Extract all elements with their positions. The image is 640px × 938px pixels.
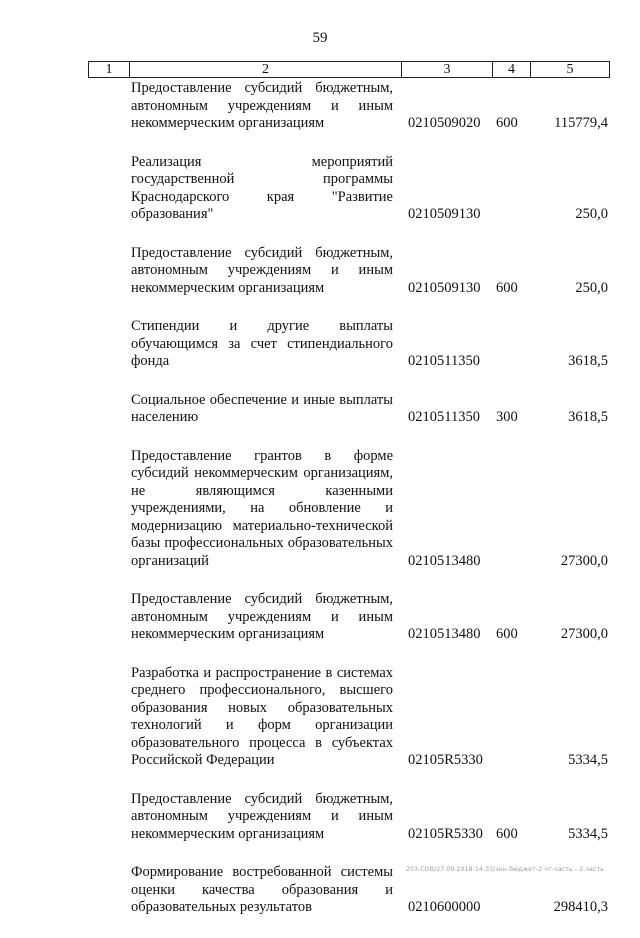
row-amount: 250,0 xyxy=(575,206,608,222)
row-amount: 27300,0 xyxy=(560,552,608,569)
row-expense-type: 600 xyxy=(496,279,518,296)
row-description: Разработка и распространение в системах среднего профессионального, высшего образования новых образовательных технологий и форм организации образовательного процесса в субъектах Российской Федерации xyxy=(131,664,393,768)
row-target-code: 0210509020 xyxy=(408,115,481,131)
row-target-code: 0210511350 xyxy=(408,353,480,369)
row-description: Предоставление субсидий бюджетным, автономным учреждениям и иным некоммерческим организациям xyxy=(131,244,393,296)
row-expense-type: 600 xyxy=(496,825,518,842)
table-row xyxy=(0,392,640,427)
row-amount: 27300,0 xyxy=(560,626,608,642)
budget-table-body xyxy=(0,80,640,938)
column-header-5: 5 xyxy=(566,62,574,77)
row-target-code: 02105R5330 xyxy=(408,825,483,842)
row-expense-type: 300 xyxy=(496,409,518,425)
row-amount: 5334,5 xyxy=(568,752,608,768)
row-description: Предоставление субсидий бюджетным, автономным учреждениям и иным некоммерческим организациям xyxy=(131,790,393,842)
row-target-code: 0210511350 xyxy=(408,409,480,425)
row-description: Реализация мероприятий государственной программы Краснодарского края "Развитие образования" xyxy=(131,153,393,222)
column-header-row xyxy=(88,61,610,78)
row-amount: 298410,3 xyxy=(553,899,608,915)
row-target-code: 0210509130 xyxy=(408,206,481,222)
column-header-3: 3 xyxy=(402,62,493,77)
table-row xyxy=(0,80,640,133)
row-target-code: 0210509130 xyxy=(408,279,481,296)
column-header-2: 2 xyxy=(130,62,402,77)
row-amount: 115779,4 xyxy=(554,115,608,131)
row-target-code: 0210513480 xyxy=(408,552,481,569)
table-row xyxy=(0,245,640,298)
column-header-1: 1 xyxy=(89,62,130,77)
table-row xyxy=(0,154,640,224)
row-amount: 3618,5 xyxy=(568,409,608,425)
row-description: Предоставление субсидий бюджетным, автономным учреждениям и иным некоммерческим организациям xyxy=(131,80,393,131)
column-header-4: 4 xyxy=(493,62,531,77)
row-amount: 5334,5 xyxy=(568,825,608,842)
row-description: Предоставление грантов в форме субсидий некоммерческим организациям, не являющимся казенными учреждениями, на обновление и модернизацию материально-технической базы профессиональных образовательных организаций xyxy=(131,447,393,569)
row-target-code: 0210600000 xyxy=(408,899,481,915)
page-number: 59 xyxy=(312,30,328,46)
row-target-code: 0210513480 xyxy=(408,626,481,642)
row-description: Социальное обеспечение и иные выплаты населению xyxy=(131,391,393,425)
table-row xyxy=(0,448,640,571)
table-row xyxy=(0,591,640,644)
document-footer-stamp: 203-СОВ/27.09.2018-14:33/зкн-бюджет-2 чт-часть - 2.часть xyxy=(406,866,604,873)
row-amount: 250,0 xyxy=(575,279,608,296)
row-expense-type: 600 xyxy=(496,115,518,131)
row-target-code: 02105R5330 xyxy=(408,752,483,768)
row-description: Формирование востребованной системы оценки качества образования и образовательных результатов xyxy=(131,864,393,915)
row-amount: 3618,5 xyxy=(568,353,608,369)
table-row xyxy=(0,318,640,371)
table-row xyxy=(0,791,640,844)
row-expense-type: 600 xyxy=(496,626,518,642)
table-row xyxy=(0,665,640,770)
row-description: Предоставление субсидий бюджетным, автономным учреждениям и иным некоммерческим организациям xyxy=(131,591,393,642)
row-description: Стипендии и другие выплаты обучающимся за счет стипендиального фонда xyxy=(131,318,393,369)
